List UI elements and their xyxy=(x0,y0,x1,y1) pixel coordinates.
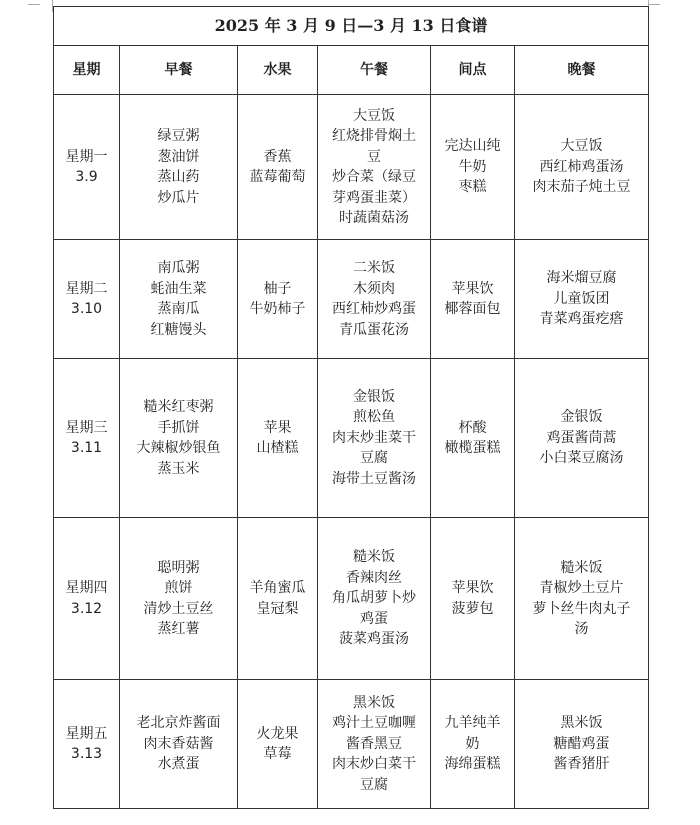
menu-item: 红糖馒头 xyxy=(150,321,207,338)
menu-item: 葱油饼 xyxy=(157,148,200,165)
menu-item: 炒瓜片 xyxy=(157,189,200,206)
menu-item: 萝卜丝牛肉丸子 xyxy=(532,600,631,617)
menu-item: 菠萝包 xyxy=(451,600,494,617)
menu-item: 蚝油生菜 xyxy=(150,280,207,297)
menu-item: 青瓜蛋花汤 xyxy=(339,321,409,338)
menu-item: 煎饼 xyxy=(164,580,193,596)
breakfast-cell xyxy=(120,240,238,359)
table-row xyxy=(54,240,649,359)
date-label: 3.13 xyxy=(70,746,103,762)
lunch-cell xyxy=(318,518,431,680)
menu-item: 蒸红薯 xyxy=(157,621,200,637)
menu-item: 老北京炸酱面 xyxy=(136,715,221,732)
snack-cell xyxy=(431,680,515,809)
menu-item: 枣糕 xyxy=(458,179,487,196)
column-header-day: 星期 xyxy=(54,46,120,95)
menu-item: 芽鸡蛋韭菜） xyxy=(332,189,416,206)
menu-item: 橄榄蛋糕 xyxy=(444,440,501,456)
day-cell xyxy=(54,518,120,680)
menu-item: 汤 xyxy=(574,621,589,637)
fruit-cell xyxy=(238,240,318,359)
menu-item: 肉末炒白菜干 xyxy=(332,756,416,773)
menu-item: 绿豆粥 xyxy=(157,128,200,144)
menu-item: 苹果饮 xyxy=(451,580,494,596)
menu-item: 水煮蛋 xyxy=(157,756,200,773)
menu-item: 蒸南瓜 xyxy=(157,301,200,317)
menu-item: 皇冠梨 xyxy=(256,600,299,617)
column-header-lunch: 午餐 xyxy=(318,46,431,95)
menu-item: 聪明粥 xyxy=(157,559,200,576)
menu-item: 肉末茄子炖土豆 xyxy=(532,179,631,196)
snack-cell xyxy=(431,240,515,359)
menu-item: 酱香猪肝 xyxy=(553,756,610,773)
table-row xyxy=(54,680,649,809)
menu-item: 儿童饭团 xyxy=(553,290,610,307)
breakfast-cell xyxy=(120,359,238,518)
date-label: 3.9 xyxy=(75,169,98,185)
menu-item: 鸡蛋 xyxy=(360,610,388,627)
snack-cell xyxy=(431,95,515,240)
menu-item: 煎松鱼 xyxy=(353,409,395,426)
menu-item: 香蕉 xyxy=(263,148,292,165)
menu-item: 苹果 xyxy=(263,419,292,436)
menu-item: 香辣肉丝 xyxy=(346,569,402,586)
column-header-snack: 间点 xyxy=(431,46,515,95)
menu-item: 大豆饭 xyxy=(560,138,603,155)
menu-item: 蒸山药 xyxy=(157,169,200,185)
weekday-label: 星期四 xyxy=(65,580,108,596)
day-cell xyxy=(54,359,120,518)
dinner-cell xyxy=(515,359,649,518)
menu-item: 鸡蛋酱茼蒿 xyxy=(546,429,617,446)
lunch-cell xyxy=(318,680,431,809)
menu-item: 金银饭 xyxy=(353,388,395,405)
menu-item: 糙米饭 xyxy=(353,549,395,566)
menu-item: 柚子 xyxy=(263,280,292,297)
menu-item: 肉末炒韭菜干 xyxy=(332,429,416,446)
menu-item: 木须肉 xyxy=(353,280,395,297)
menu-item: 南瓜粥 xyxy=(157,260,200,276)
date-label: 3.11 xyxy=(70,440,103,456)
table-title-cell xyxy=(54,7,649,46)
menu-item: 杯酸 xyxy=(458,419,487,436)
menu-item: 九羊纯羊 xyxy=(444,715,501,732)
weekday-label: 星期三 xyxy=(65,419,108,436)
menu-item: 牛奶 xyxy=(458,158,487,175)
menu-item: 火龙果 xyxy=(256,725,299,742)
breakfast-cell xyxy=(120,95,238,240)
snack-cell xyxy=(431,518,515,680)
lunch-cell xyxy=(318,359,431,518)
menu-item: 时蔬菌菇汤 xyxy=(339,210,409,226)
menu-item: 金银饭 xyxy=(560,409,603,426)
menu-item: 二米饭 xyxy=(353,260,395,276)
menu-item: 豆腐 xyxy=(360,450,388,467)
menu-item: 西红柿鸡蛋汤 xyxy=(539,158,624,175)
crop-mark xyxy=(648,0,661,12)
menu-item: 蒸玉米 xyxy=(157,460,200,477)
menu-item: 青椒炒土豆片 xyxy=(539,580,624,596)
menu-item: 大豆饭 xyxy=(353,107,395,124)
table-row xyxy=(54,359,649,518)
page-title: 2025 年 3 月 9 日—3 月 13 日食谱 xyxy=(214,15,488,35)
menu-item: 大辣椒炒银鱼 xyxy=(136,440,221,456)
menu-item: 黑米饭 xyxy=(560,715,603,732)
menu-item: 山楂糕 xyxy=(256,440,299,456)
menu-item: 海绵蛋糕 xyxy=(444,756,501,773)
breakfast-cell xyxy=(120,680,238,809)
day-cell xyxy=(54,240,120,359)
fruit-cell xyxy=(238,95,318,240)
menu-table xyxy=(53,6,649,809)
fruit-cell xyxy=(238,680,318,809)
menu-item: 清炒土豆丝 xyxy=(143,600,214,617)
menu-item: 海米熘豆腐 xyxy=(546,270,617,287)
menu-item: 豆腐 xyxy=(360,776,388,793)
crop-mark xyxy=(648,4,660,5)
dinner-cell xyxy=(515,95,649,240)
menu-item: 牛奶柿子 xyxy=(249,301,306,317)
menu-item: 鸡汁土豆咖喱 xyxy=(332,715,416,732)
crop-mark xyxy=(40,0,53,12)
menu-item: 菠菜鸡蛋汤 xyxy=(339,631,409,648)
dinner-cell xyxy=(515,680,649,809)
snack-cell xyxy=(431,359,515,518)
column-header-breakfast: 早餐 xyxy=(120,46,238,95)
menu-item: 手抓饼 xyxy=(157,419,200,436)
menu-item: 糙米饭 xyxy=(560,559,603,576)
table-row xyxy=(54,95,649,240)
menu-item: 糖醋鸡蛋 xyxy=(553,735,610,752)
menu-item: 肉末香菇酱 xyxy=(143,735,214,752)
weekday-label: 星期五 xyxy=(65,725,108,742)
column-header-fruit: 水果 xyxy=(238,46,318,95)
menu-item: 羊角蜜瓜 xyxy=(249,580,306,596)
column-header-dinner: 晚餐 xyxy=(515,46,649,95)
menu-item: 青菜鸡蛋疙瘩 xyxy=(539,311,624,328)
menu-item: 完达山纯 xyxy=(444,138,501,155)
date-label: 3.12 xyxy=(70,600,103,617)
weekday-label: 星期二 xyxy=(65,280,108,297)
table-row xyxy=(54,518,649,680)
dinner-cell xyxy=(515,240,649,359)
menu-item: 蓝莓葡萄 xyxy=(249,169,306,185)
menu-item: 豆 xyxy=(367,148,381,165)
fruit-cell xyxy=(238,359,318,518)
menu-item: 糙米红枣粥 xyxy=(143,399,214,415)
breakfast-cell xyxy=(120,518,238,680)
menu-item: 海带土豆酱汤 xyxy=(332,470,416,487)
menu-item: 红烧排骨焖土 xyxy=(332,128,416,144)
menu-item: 椰蓉面包 xyxy=(444,301,501,317)
weekday-label: 星期一 xyxy=(65,148,108,165)
menu-item: 西红柿炒鸡蛋 xyxy=(332,301,416,317)
menu-item: 黑米饭 xyxy=(353,694,395,711)
menu-item: 草莓 xyxy=(263,746,292,762)
menu-item: 酱香黑豆 xyxy=(346,735,402,752)
table-header-row xyxy=(54,46,649,95)
menu-item: 苹果饮 xyxy=(451,280,494,297)
menu-item: 炒合菜（绿豆 xyxy=(332,169,416,185)
crop-mark xyxy=(28,4,40,5)
day-cell xyxy=(54,680,120,809)
date-label: 3.10 xyxy=(70,301,103,317)
fruit-cell xyxy=(238,518,318,680)
menu-item: 小白菜豆腐汤 xyxy=(539,450,624,467)
menu-item: 奶 xyxy=(465,735,480,752)
day-cell xyxy=(54,95,120,240)
lunch-cell xyxy=(318,95,431,240)
menu-item: 角瓜胡萝卜炒 xyxy=(332,590,416,607)
dinner-cell xyxy=(515,518,649,680)
lunch-cell xyxy=(318,240,431,359)
